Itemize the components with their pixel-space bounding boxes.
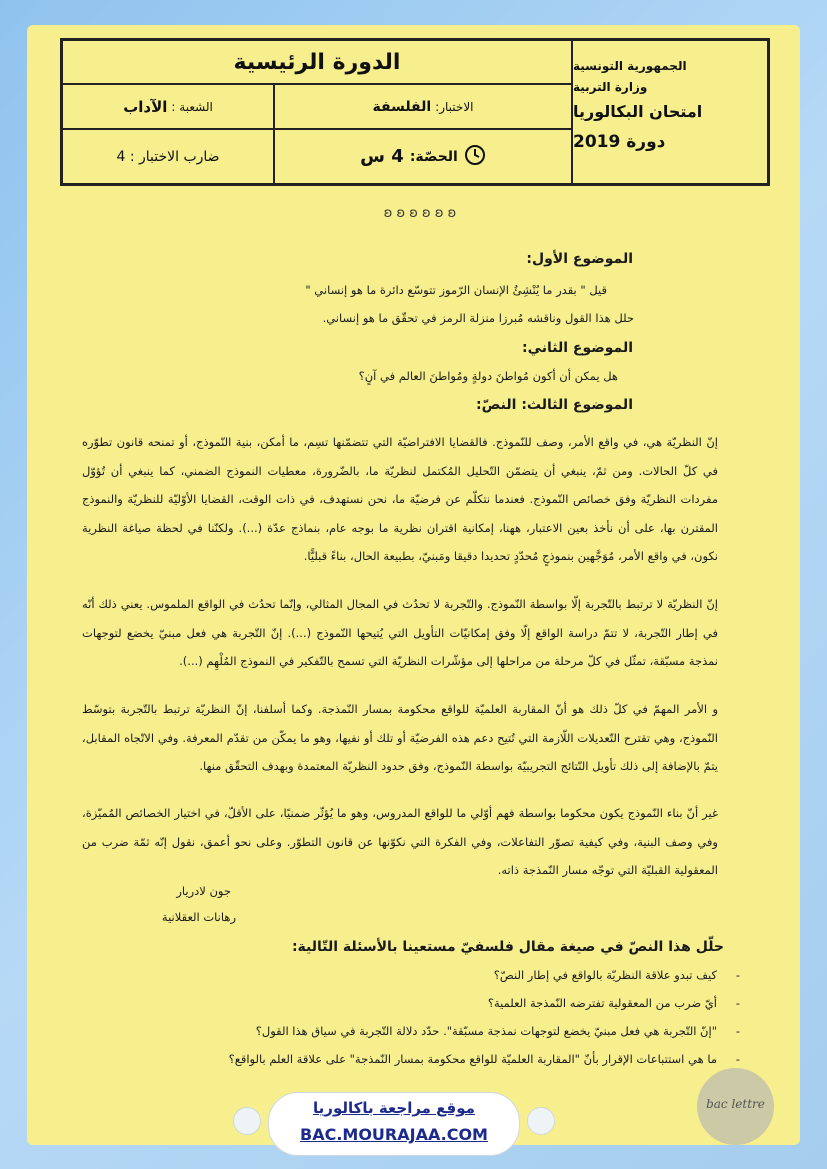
site-badge[interactable] xyxy=(268,1092,520,1156)
topic3-title: الموضوع الثالث: النصّ: xyxy=(475,397,633,413)
duration-label: الحصّة: xyxy=(409,148,458,165)
question-1 xyxy=(97,968,740,982)
branch: الآداب xyxy=(123,97,168,116)
question-4 xyxy=(97,1052,740,1066)
question-2 xyxy=(97,996,740,1010)
text-author: جون لادريار xyxy=(176,884,231,898)
subject-label: الاختبار: xyxy=(435,99,474,114)
book-logo-icon xyxy=(233,1107,261,1135)
bac-lettre-stamp xyxy=(697,1068,774,1145)
subject: الفلسفة xyxy=(372,98,432,115)
text-paragraph-2: إنّ النظريّة لا ترتبط بالتّجربة إلّا بواسطة النّموذج. والتّجربة لا تحدُث في المجال المثالي، وإنّما تحدُث في الواقع الملموس. يعني ذلك أنّه في إطار التّجربة، لا تتمّ دراسة الواقع إلّا وفق إمكانيّات التأويل التي يُتيحها النّموذج (...). إنّ التّجربة هي فعل مبنيّ يخضع لتوجهات نمذجة مسبّقة، تمثّل في كلّ مرحلة من مراحلها إلى مؤشّرات النظريّة التي تسمح بالتّفكير في النموذج المُلْهِم (...). xyxy=(82,597,718,669)
text-paragraph-3: و الأمر المهمّ في كلّ ذلك هو أنّ المقاربة العلميّة للواقع محكومة بمسار النّمذجة. وكما أسلفنا، إنّ النظريّة ترتبط بالتّجربة بتوسّط النّموذج، وهي تقترح التّعديلات اللّازمة التي تُتيح دعم هذه الفرضيّة أو تلك أو نفيها، وهو ما يمكّن من تقدّم المعرفة. وفي الاتّجاه المقابل، يتمّ بالإضافة إلى ذلك تأويل النّتائج التجريبيّة بواسطة النّموذج، وفق حدود النظريّة المعتمدة وبهدف التحقّق منها. xyxy=(82,702,718,774)
subject-cell xyxy=(274,84,572,129)
coefficient: ضارب الاختبار : 4 xyxy=(116,148,220,165)
duration: 4 س xyxy=(360,146,404,167)
stamp-text: bac lettre xyxy=(706,1097,765,1111)
question-1-text: كيف تبدو علاقة النظريّة بالواقع في إطار النصّ؟ xyxy=(493,968,717,982)
exam-header xyxy=(60,38,770,186)
session-year: دورة 2019 xyxy=(573,132,666,152)
bullet-dash: - xyxy=(735,1052,740,1066)
question-3 xyxy=(97,1024,740,1038)
topic1-title: الموضوع الأول: xyxy=(526,251,633,267)
branch-label: الشعبة : xyxy=(171,99,213,114)
question-2-text: أيّ ضرب من المعقولية تفترضه النّمذجة العلمية؟ xyxy=(487,996,717,1010)
bullet-dash: - xyxy=(735,968,740,982)
duration-cell xyxy=(274,129,572,184)
bullet-dash: - xyxy=(735,996,740,1010)
topic1-task: حلل هذا القول وناقشه مُبرزا منزلة الرمز في تحقّق ما هو إنساني. xyxy=(322,311,634,325)
topic2-question: هل يمكن أن أكون مُواطنَ دولةٍ ومُواطنَ العالم في آنٍ؟ xyxy=(358,369,618,383)
instruction: حلّل هذا النصّ في صيغة مقال فلسفيّ مستعينا بالأسئلة التّالية: xyxy=(291,939,724,955)
site-name: موقع مراجعة باكالوريا xyxy=(313,1099,475,1117)
site-url[interactable]: BAC.MOURAJAA.COM xyxy=(300,1125,488,1144)
text-source: رهانات العقلانية xyxy=(161,910,236,924)
clock-icon xyxy=(464,144,486,170)
ministry-cell xyxy=(572,40,768,184)
main-session-cell xyxy=(62,40,572,84)
coef-cell xyxy=(62,129,274,184)
exam-title: امتحان البكالوريا xyxy=(573,102,703,121)
topic1-quote: قيل " بقدر ما يُنْشِئُ الإنسان الرّموز تتوسّع دائرة ما هو إنساني " xyxy=(305,283,607,297)
text-paragraph-4: غير أنّ بناء النّموذج يكون محكوما بواسطة فهم أوّلي ما للواقع المدروس، وهو ما يُؤثّر ضمنيًا، على الأقلّ، في اختيار الخصائص المُميّزة، وفي وصف البنية، وفي كيفية تصوّر التفاعلات، وفي الفكرة التي نكوّنها عن قانون التطوّر. وعلى نحو أعمق، نقول إنّه ثمّة ضرب من المعقولية القبليّة التي توجّه مسار النّمذجة ذاته. xyxy=(82,806,718,878)
text-paragraph-1: إنّ النظريّة هي، في واقع الأمر، وصف للنّموذج. فالقضايا الافتراضيّة التي تتضمّنها تسِم، ما أمكن، بنية النّموذج، أو تمنحه قانون تطوّره في كلّ الحالات. ومن ثمّ، ينبغي أن يتضمّن التّحليل المُكتمل لنظريّة ما، بالضّرورة، معطيات النموذج الضمني، كما ينبغي أن تُؤوّل مفردات النظريّة وفق خصائص النّموذج. فعندما نتكلّم عن فرضيّة ما، نحن نستهدف، في ذات الوقت، القضايا الأوّليّة للنظريّة والنموذج المقترن بها، على أن نأخذ بعين الاعتبار، ههنا، إمكانية اقتران نظرية ما بوجه عام، بنماذج عدّة (...). ولكنّنا في لحظة صياغة النظرية نكون، في واقع الأمر، مُوَجَّهين بنموذجٍ مُحدّدٍ تحديدا دقيقا ومَبنيّ، بطبيعة الحال، بناءً قبليًّا. xyxy=(82,435,718,564)
ministry: وزارة التربية xyxy=(573,80,648,94)
question-3-text: "إنّ التّجربة هي فعل مبنيّ يخضع لتوجهات نمذجة مسبّقة". حدّد دلالة التّجربة في سياق هذا القول؟ xyxy=(255,1024,717,1038)
book-logo-icon xyxy=(527,1107,555,1135)
bullet-dash: - xyxy=(735,1024,740,1038)
topic2-title: الموضوع الثاني: xyxy=(521,340,633,356)
ornament: ʚ ʚ ʚ ʚ ʚ ʚ xyxy=(383,206,457,221)
republic: الجمهورية التونسية xyxy=(573,59,687,73)
question-4-text: ما هي استتباعات الإقرار بأنّ "المقاربة العلميّة للواقع محكومة بمسار النّمذجة" على علاقة العلم بالواقع؟ xyxy=(228,1052,717,1066)
branch-cell xyxy=(62,84,274,129)
main-session: الدورة الرئيسية xyxy=(233,49,401,75)
